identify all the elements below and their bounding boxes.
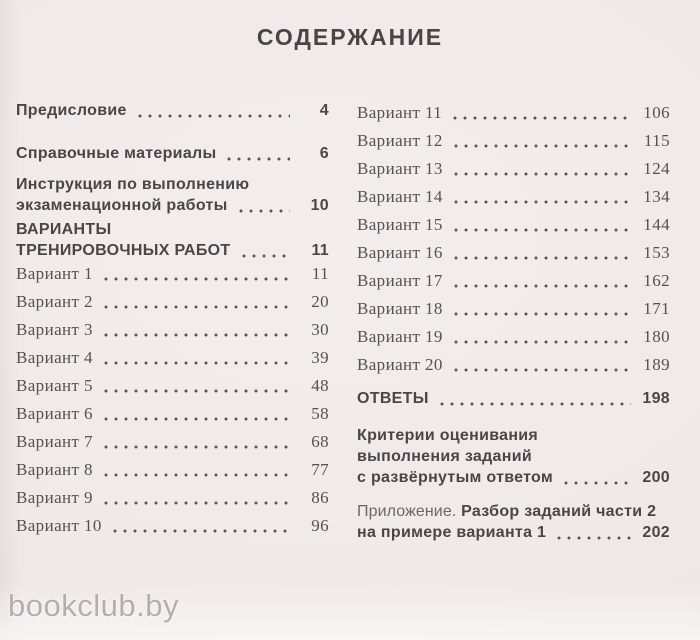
toc-entry-line [357, 159, 670, 179]
page-number: 134 [643, 187, 670, 206]
toc-entry [16, 348, 329, 368]
toc-entry-label: ТРЕНИРОВОЧНЫХ РАБОТ [16, 242, 231, 259]
dot-leader [101, 380, 290, 393]
toc-entry-label: Вариант 19 [357, 327, 443, 346]
dot-leader [437, 393, 631, 406]
toc-entry-label: с развёрнутым ответом [357, 469, 554, 486]
dot-leader [451, 163, 631, 176]
toc-entry [357, 355, 670, 375]
dot-leader [554, 527, 631, 540]
toc-entry-line [357, 446, 670, 467]
page-number: 20 [311, 292, 329, 311]
page-number: 86 [311, 488, 329, 507]
toc-entry-label: на примере варианта 1 [357, 524, 547, 541]
toc-entry-line [16, 516, 329, 536]
toc-entry-line [16, 348, 329, 368]
toc-entry-label: Вариант 12 [357, 131, 443, 150]
page-number: 6 [319, 145, 329, 162]
toc-entry [16, 488, 329, 508]
toc-entry [16, 460, 329, 480]
toc-column-left [16, 100, 329, 543]
dot-leader [451, 331, 631, 344]
dot-leader [101, 268, 290, 281]
page-number: 124 [643, 159, 670, 178]
toc-entry-label: Вариант 3 [16, 320, 93, 339]
dot-leader [101, 436, 290, 449]
page-number: 68 [311, 432, 329, 451]
toc-entry [16, 264, 329, 284]
dot-leader [224, 148, 290, 161]
page-number: 4 [319, 102, 329, 119]
toc-entry-prefix: Приложение. [357, 503, 457, 520]
toc-entry-label: Критерии оценивания [357, 427, 539, 444]
dot-leader [451, 247, 631, 260]
toc-entry [357, 103, 670, 123]
toc-entry [357, 243, 670, 263]
toc-entry-label: Вариант 16 [357, 243, 443, 262]
toc-entry-label: Вариант 13 [357, 159, 443, 178]
toc-entry-line [357, 467, 670, 488]
toc-column-right [357, 100, 670, 543]
toc-entry-line [357, 425, 670, 446]
dot-leader [451, 359, 631, 372]
toc-entry [16, 404, 329, 424]
toc-entry-label: Вариант 7 [16, 432, 93, 451]
dot-leader [101, 352, 290, 365]
toc-entry [357, 187, 670, 207]
toc-entry-label: Справочные материалы [16, 145, 217, 162]
page-number: 115 [643, 131, 670, 150]
toc-entry-line [357, 103, 670, 123]
toc-entry-label: Предисловие [16, 102, 127, 119]
toc-entry-line [357, 187, 670, 207]
dot-leader [101, 492, 290, 505]
page-number: 189 [643, 355, 670, 374]
toc-entry-line [357, 355, 670, 375]
toc-entry-label: Вариант 1 [16, 264, 93, 283]
toc-entry-line [357, 131, 670, 151]
toc-entry-line [357, 271, 670, 291]
toc-entry-line [16, 432, 329, 452]
toc-entry [16, 516, 329, 536]
toc-entry-label: Вариант 6 [16, 404, 93, 423]
toc-entry-label: Вариант 14 [357, 187, 443, 206]
page-number: 144 [643, 215, 670, 234]
dot-leader [451, 219, 631, 232]
toc-entry-label: Вариант 20 [357, 355, 443, 374]
toc-entry [16, 174, 329, 216]
toc-entry-label: Вариант 17 [357, 271, 443, 290]
page-number: 39 [311, 348, 329, 367]
page-number: 48 [311, 376, 329, 395]
toc-entry [357, 388, 670, 409]
toc-entry [357, 327, 670, 347]
toc-entry-label: Вариант 9 [16, 488, 93, 507]
toc-entry-line [357, 522, 670, 543]
page-number: 202 [642, 524, 670, 541]
page-number: 11 [311, 242, 329, 259]
toc-entry-label: Вариант 18 [357, 299, 443, 318]
dot-leader [101, 464, 290, 477]
page-number: 180 [643, 327, 670, 346]
toc-entry-line [16, 460, 329, 480]
dot-leader [451, 191, 631, 204]
toc-entry [357, 215, 670, 235]
page-number: 200 [642, 469, 670, 486]
toc-entry-line [16, 376, 329, 396]
page-number: 198 [642, 390, 670, 407]
toc-entry-line [357, 388, 670, 409]
toc-entry-label: Вариант 4 [16, 348, 93, 367]
toc-entry-line [16, 488, 329, 508]
page-number: 106 [643, 103, 670, 122]
watermark: bookclub.by [8, 588, 179, 623]
toc-entry-label: Вариант 5 [16, 376, 93, 395]
page-number: 171 [643, 299, 670, 318]
dot-leader [110, 520, 290, 533]
page-number: 30 [311, 320, 329, 339]
page-number: 77 [311, 460, 329, 479]
toc-entry-line [16, 174, 329, 195]
toc-entry [16, 432, 329, 452]
page-number: 10 [310, 197, 329, 214]
toc-entry [16, 376, 329, 396]
toc-entry-line [357, 299, 670, 319]
dot-leader [101, 296, 290, 309]
page-number: 153 [643, 243, 670, 262]
dot-leader [101, 408, 290, 421]
toc-entry-label: ОТВЕТЫ [357, 390, 429, 407]
toc-entry [16, 219, 329, 261]
toc-columns [16, 100, 670, 543]
toc-entry-line [16, 320, 329, 340]
toc-entry [357, 299, 670, 319]
toc-entry [357, 501, 670, 543]
toc-entry-line [16, 292, 329, 312]
toc-entry-label: выполнения заданий [357, 448, 532, 465]
dot-leader [451, 303, 631, 316]
toc-entry [16, 320, 329, 340]
page-number: 58 [311, 404, 329, 423]
toc-entry-label: Вариант 8 [16, 460, 93, 479]
toc-entry-label: Инструкция по выполнению [16, 176, 250, 193]
toc-entry [16, 292, 329, 312]
dot-leader [135, 105, 290, 118]
toc-entry-label: Приложение. Разбор заданий части 2 [357, 503, 657, 520]
dot-leader [450, 107, 631, 120]
dot-leader [561, 472, 631, 485]
toc-entry-line [16, 195, 329, 216]
toc-entry [357, 159, 670, 179]
page-number: 11 [311, 264, 329, 283]
toc-entry-line [16, 219, 329, 240]
toc-entry [357, 425, 670, 488]
toc-entry-line [357, 327, 670, 347]
toc-entry-label: Вариант 11 [357, 103, 443, 122]
dot-leader [451, 275, 631, 288]
page-number: 96 [311, 516, 329, 535]
dot-leader [239, 245, 291, 258]
toc-entry-line [357, 243, 670, 263]
toc-entry [357, 271, 670, 291]
dot-leader [451, 135, 631, 148]
toc-entry-line [16, 404, 329, 424]
toc-entry-label: Вариант 10 [16, 516, 102, 535]
dot-leader [236, 200, 290, 213]
toc-entry-line [357, 215, 670, 235]
dot-leader [101, 324, 290, 337]
toc-entry-line [16, 143, 329, 164]
toc-entry-label: экзаменационной работы [16, 197, 228, 214]
toc-entry [357, 131, 670, 151]
toc-entry-label: Вариант 2 [16, 292, 93, 311]
page-title: СОДЕРЖАНИЕ [256, 24, 444, 50]
toc-entry-label: Вариант 15 [357, 215, 443, 234]
toc-entry-line [357, 501, 670, 522]
toc-entry-line [16, 240, 329, 261]
toc-entry-line [16, 100, 329, 121]
page-number: 162 [643, 271, 670, 290]
toc-entry [16, 143, 329, 164]
toc-entry-line [16, 264, 329, 284]
toc-entry [16, 100, 329, 121]
toc-entry-label: ВАРИАНТЫ [16, 221, 112, 238]
